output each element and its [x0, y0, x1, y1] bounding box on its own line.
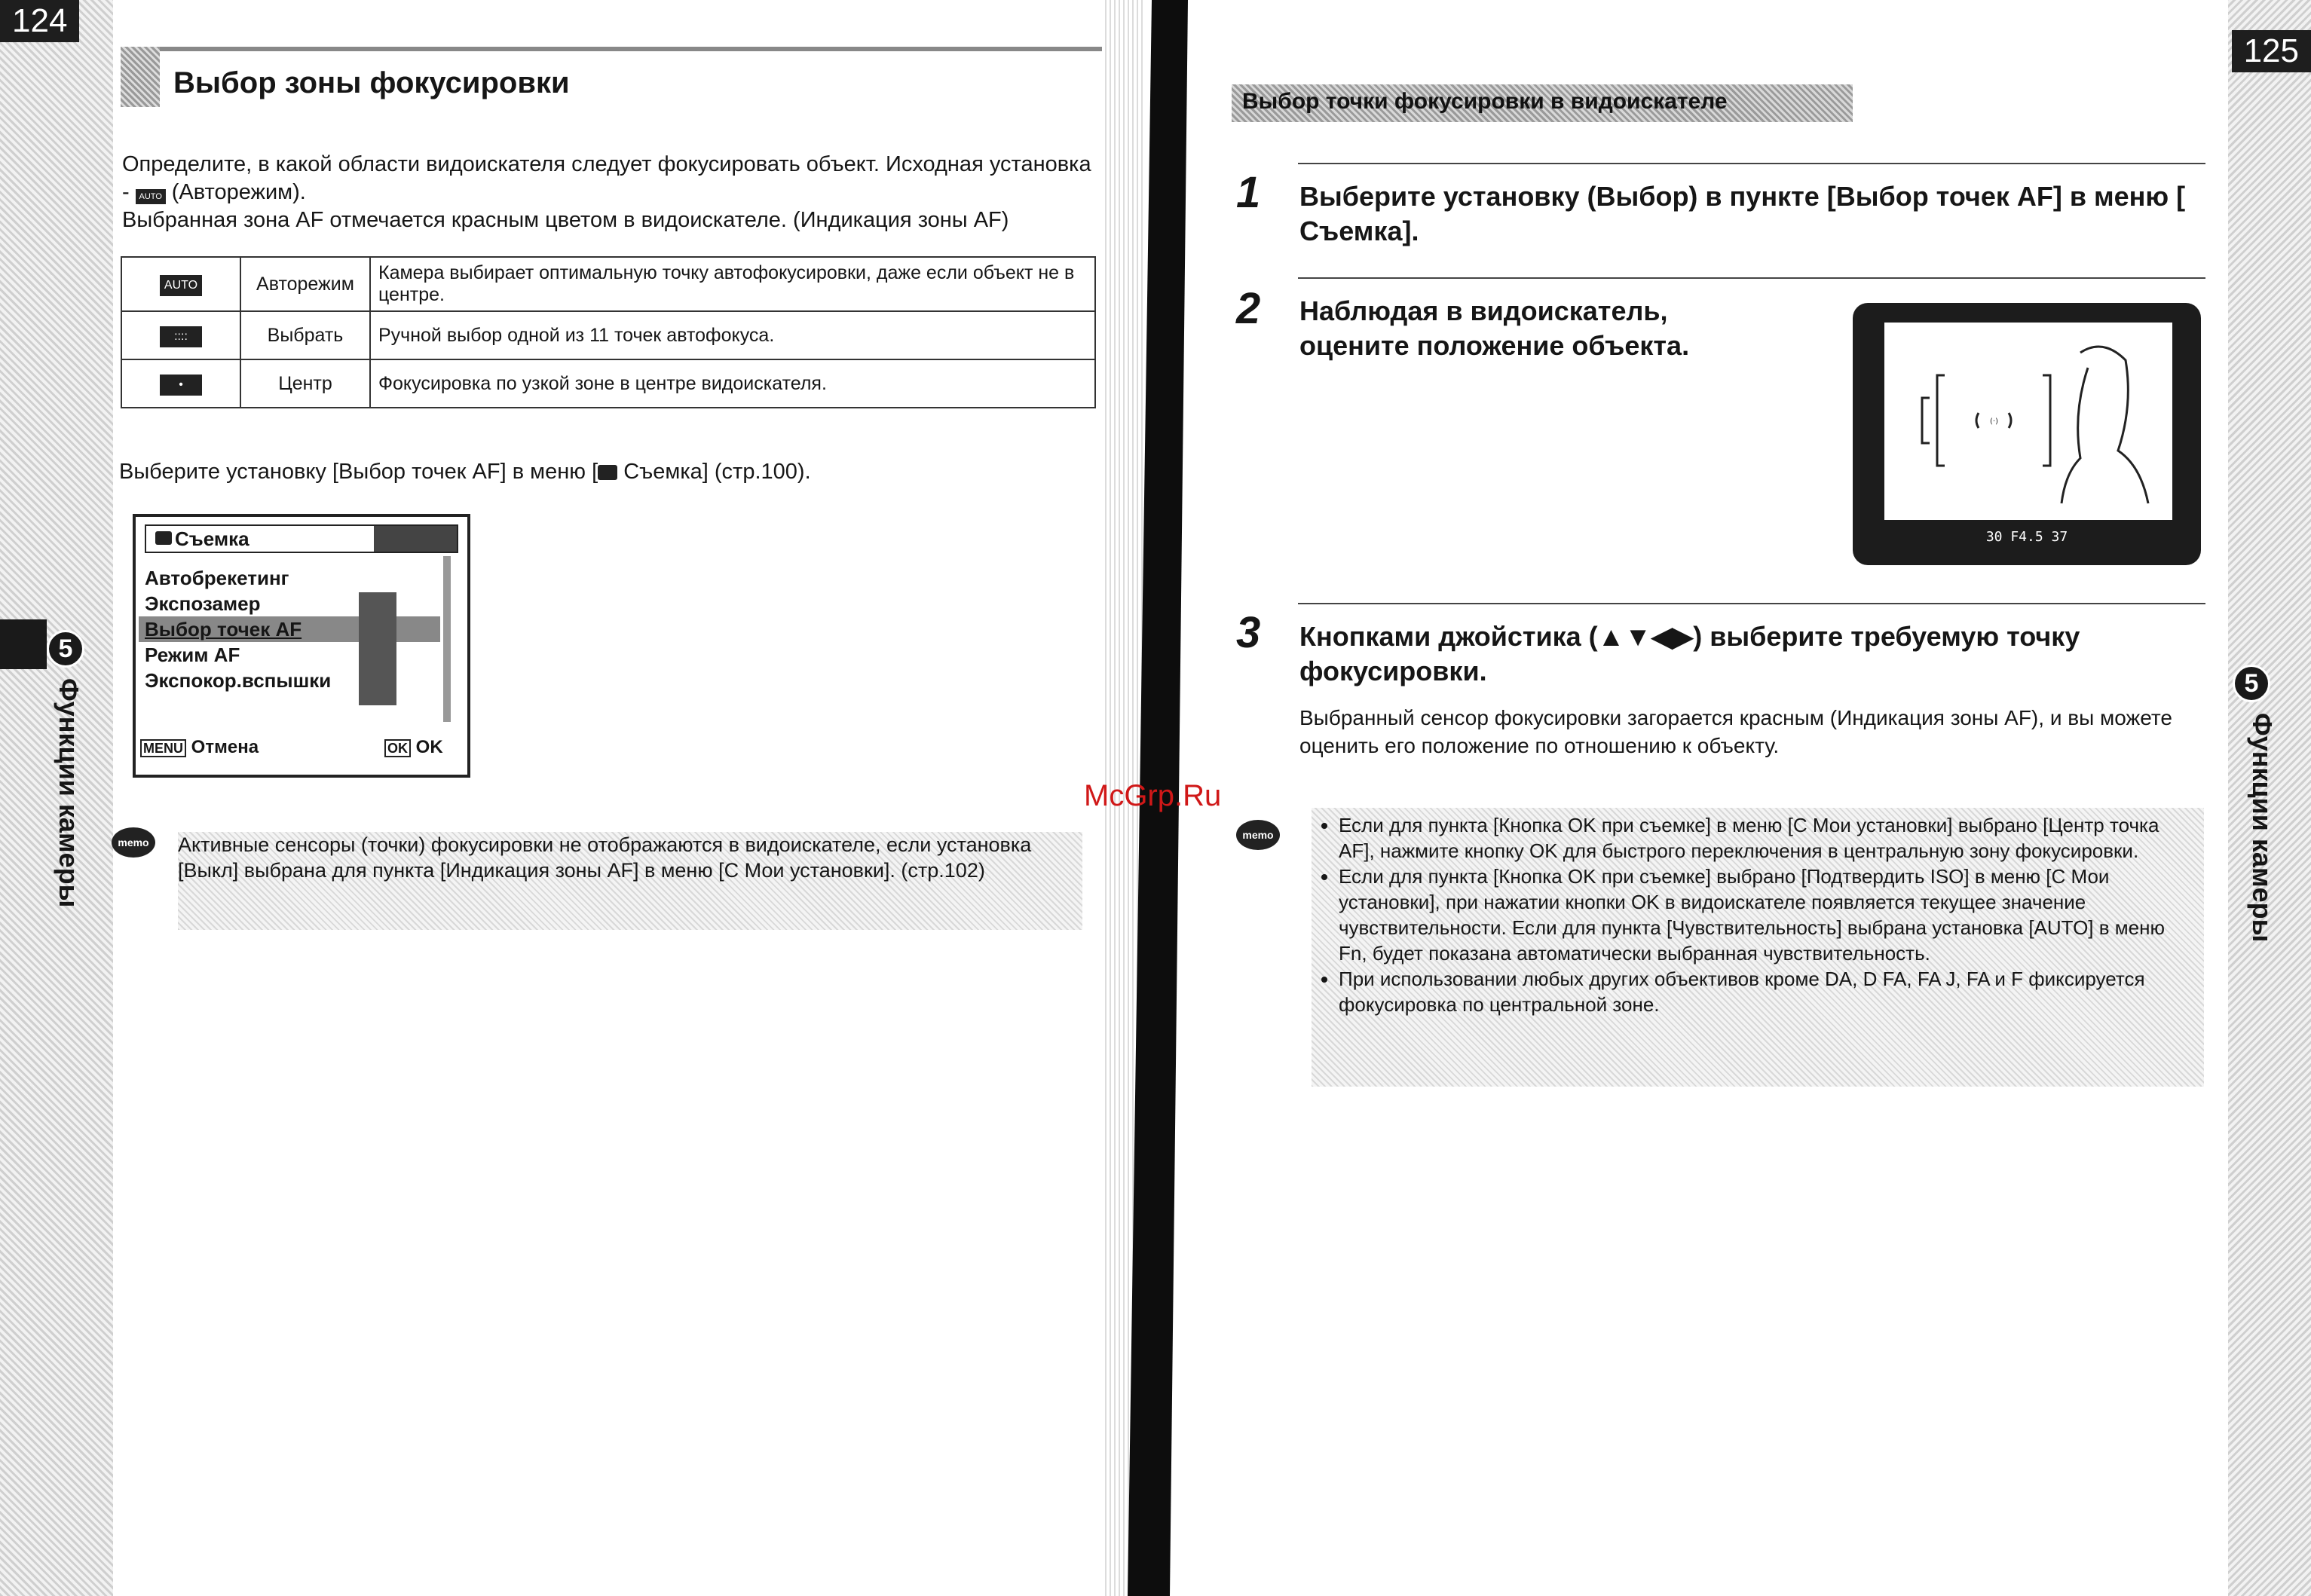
list-item: • Если для пункта [Кнопка OK при съемке] в меню [C Мои установки] выбрано [Центр точка AF], нажмите кнопку OK для быстрого переключения в центральную зону фокусировки. [1339, 812, 2190, 864]
menu-value-column [359, 592, 396, 705]
intro-paragraph: Определите, в какой области видоискателя следует фокусировать объект. Исходная установка - AUTO (Авторежим). Выбранная зона AF отмечается красным цветом в видоискателе. (Индикация зоны AF) [122, 152, 1091, 232]
table-row [121, 257, 1095, 311]
memo-box [1312, 808, 2204, 1087]
chapter-tab-bar-left [0, 619, 47, 669]
page-number-left: 124 [0, 0, 79, 42]
viewfinder-screen [1884, 323, 2172, 520]
step-text: Наблюдая в видоискатель, оцените положение объекта. [1299, 295, 1690, 361]
af-mode-table [121, 256, 1096, 408]
title-marker [121, 47, 160, 107]
chapter-tab-number-right: 5 [2233, 665, 2270, 702]
memo-icon: memo [112, 827, 158, 864]
mode-cell: Центр [240, 359, 370, 408]
title-rule [121, 47, 1102, 51]
menu-header: Съемка [145, 524, 458, 553]
step-number: 1 [1236, 168, 1261, 217]
step-divider [1298, 277, 2205, 279]
section-heading-bar [1232, 84, 1853, 122]
step3-description: Выбранный сенсор фокусировки загорается красным (Индикация зоны AF), и вы можете оценить его положение по отношению к объекту. [1299, 706, 2172, 757]
menu-cancel[interactable]: MENU Отмена [140, 737, 259, 758]
auto-icon: AUTO [160, 275, 202, 296]
center-point-icon: • [160, 375, 202, 396]
camera-menu-screenshot [133, 514, 470, 778]
instruction-line: Выберите установку [Выбор точек AF] в меню [ Съемка] (стр.100). [119, 460, 811, 484]
camera-icon [598, 465, 617, 480]
table-row [121, 359, 1095, 408]
auto-mode-icon: AUTO [136, 189, 166, 204]
menu-item[interactable]: Экспокор.вспышки [145, 669, 332, 692]
memo-icon: memo [1236, 820, 1283, 856]
page-title: Выбор зоны фокусировки [173, 66, 570, 99]
select-points-icon: :::: [160, 326, 202, 347]
list-item: • При использовании любых других объективов кроме DA, D FA, FA J, FA и F фиксируется фокусировка по центральной зоне. [1339, 966, 2190, 1017]
desc-cell: Ручной выбор одной из 11 точек автофокуса. [370, 311, 1095, 359]
memo-box [178, 832, 1082, 930]
page-number-right: 125 [2232, 30, 2311, 72]
mode-cell: Выбрать [240, 311, 370, 359]
step-number: 2 [1236, 284, 1261, 333]
chapter-tab-label-right: Функции камеры [2247, 713, 2278, 943]
camera-icon [155, 531, 172, 545]
menu-tab-block [374, 526, 457, 552]
menu-item-selected[interactable]: Выбор точек AF [139, 616, 440, 642]
menu-item[interactable]: Автобрекетинг [145, 567, 289, 589]
viewfinder-illustration [1853, 303, 2201, 565]
chapter-tab-number-left: 5 [47, 630, 84, 668]
chapter-tab-label-left: Функции камеры [54, 678, 84, 908]
desc-cell: Фокусировка по узкой зоне в центре видоискателя. [370, 359, 1095, 408]
menu-item[interactable]: Экспозамер [145, 592, 261, 615]
step-text: Выберите установку (Выбор) в пункте [Выбор точек AF] в меню [ Съемка]. [1299, 181, 2186, 246]
step-number: 3 [1236, 608, 1261, 657]
svg-text:(·): (·) [1990, 417, 1998, 426]
table-row [121, 311, 1095, 359]
af-points-diagram [1884, 323, 2172, 520]
desc-cell: Камера выбирает оптимальную точку автофокусировки, даже если объект не в центре. [370, 257, 1095, 311]
step-text: Кнопками джойстика (▲▼◀▶) выберите требуемую точку фокусировки. [1299, 621, 2080, 686]
memo-text: Активные сенсоры (точки) фокусировки не отображаются в видоискателе, если установка [Выкл] выбрана для пункта [Индикация зоны AF] в меню [C Мои установки]. (стр.102) [178, 833, 1032, 882]
mode-cell: Авторежим [240, 257, 370, 311]
menu-item[interactable]: Режим AF [145, 644, 240, 666]
list-item: • Если для пункта [Кнопка OK при съемке] выбрано [Подтвердить ISO] в меню [C Мои установки], при нажатии кнопки OK в видоискателе появляется текущее значение чувствительности. Если для пункта [Чувствительность] выбрана установка [AUTO] в меню Fn, будет показана автоматически выбранная чувствительность. [1339, 864, 2190, 966]
step-divider [1298, 163, 2205, 164]
menu-scrollbar [443, 556, 451, 722]
memo-list [1312, 812, 2190, 1017]
watermark: McGrp.Ru [1084, 779, 1222, 812]
section-heading: Выбор точки фокусировки в видоискателе [1242, 89, 1728, 114]
menu-ok[interactable]: OK OK [384, 737, 443, 758]
viewfinder-readout: 30 F4.5 37 [1985, 529, 2068, 545]
step-divider [1298, 603, 2205, 604]
